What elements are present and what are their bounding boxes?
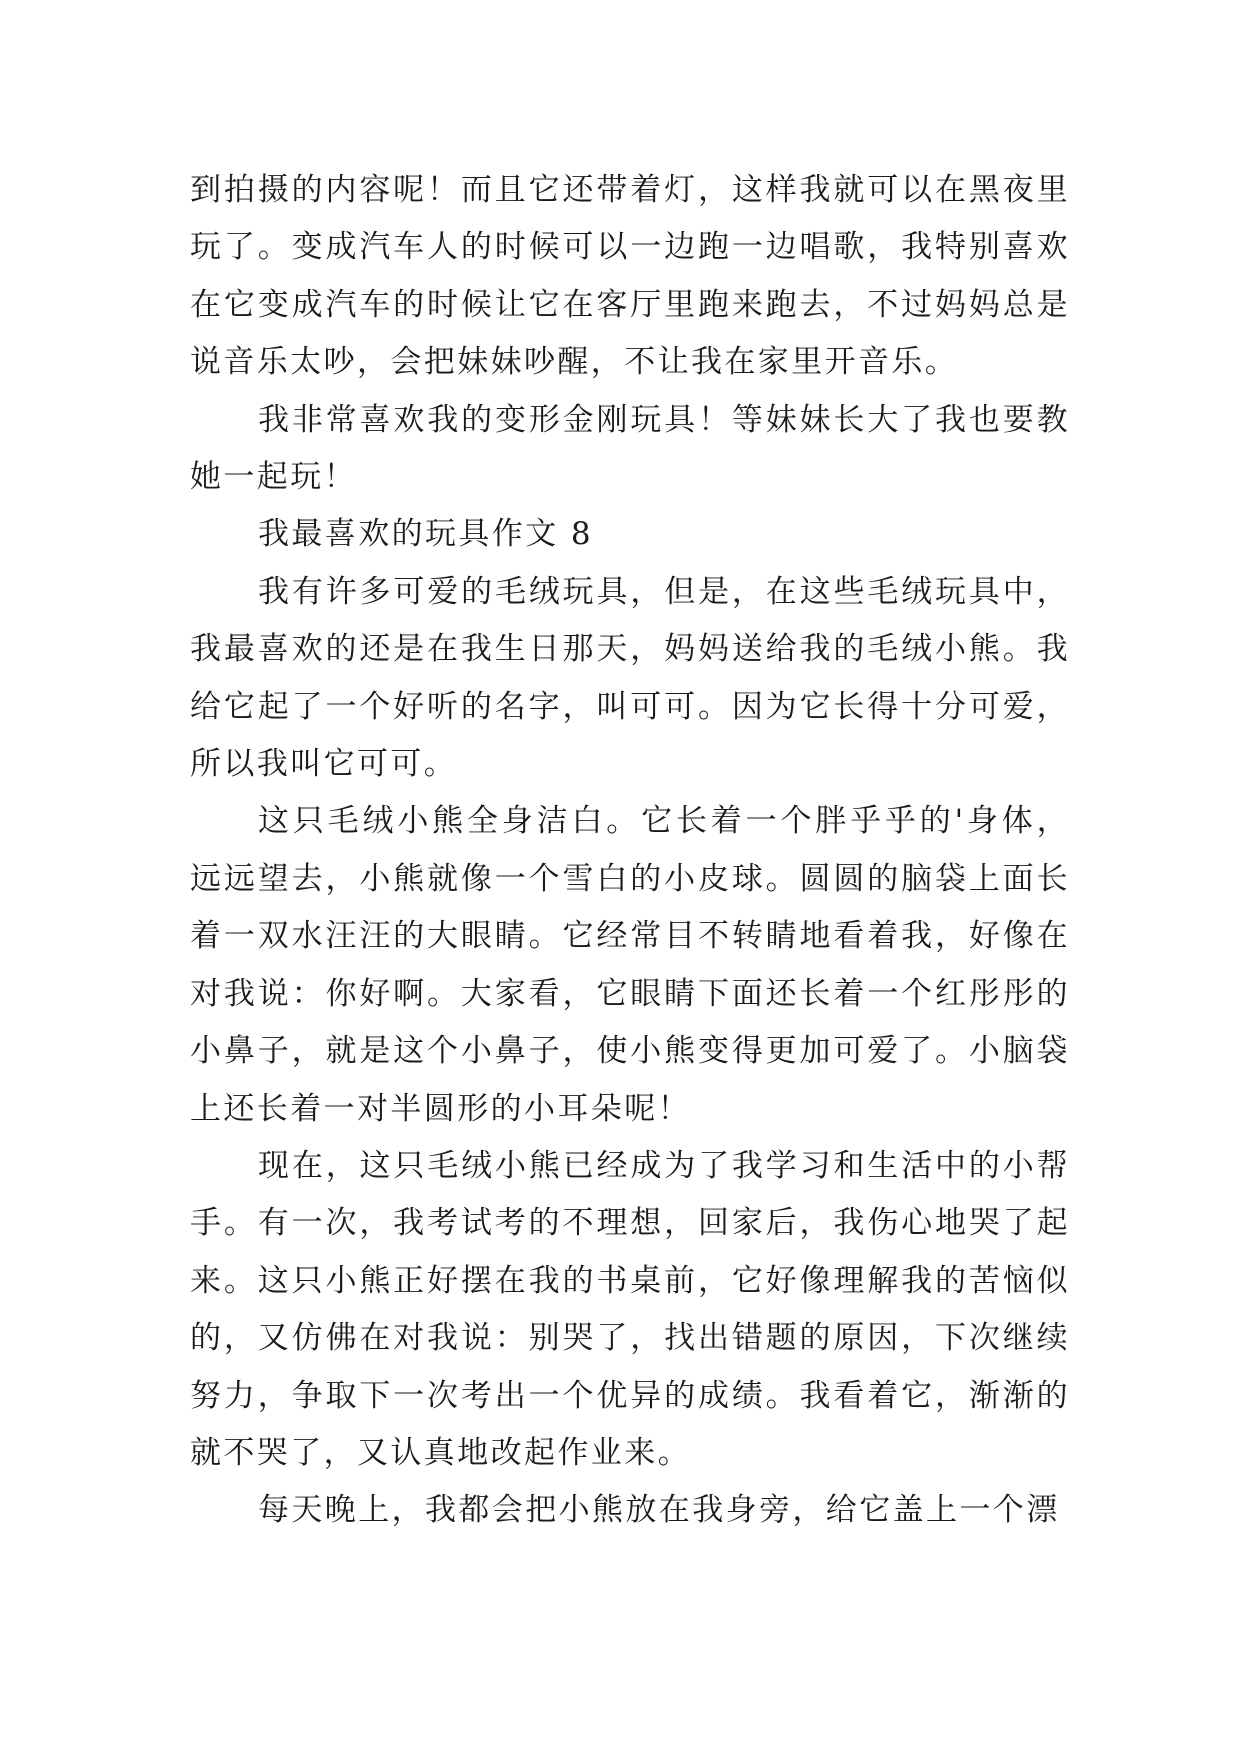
- paragraph-bear-helper: 现在，这只毛绒小熊已经成为了我学习和生活中的小帮手。有一次，我考试考的不理想，回家后，我伤心地哭了起来。这只小熊正好摆在我的书桌前，它好像理解我的苦恼似的，又仿佛在对我说：别哭了，找出错题的原因，下次继续努力，争取下一次考出一个优异的成绩。我看着它，渐渐的就不哭了，又认真地改起作业来。: [190, 1147, 1070, 1471]
- paragraph-transformers-conclusion: 我非常喜欢我的变形金刚玩具！等妹妹长大了我也要教她一起玩！: [190, 401, 1070, 496]
- paragraph-bear-description: 这只毛绒小熊全身洁白。它长着一个胖乎乎的'身体，远远望去，小熊就像一个雪白的小皮球。圆圆的脑袋上面长着一双水汪汪的大眼睛。它经常目不转睛地看着我，好像在对我说：你好啊。大家看，它眼睛下面还长着一个红彤彤的小鼻子，就是这个小鼻子，使小熊变得更加可爱了。小脑袋上还长着一对半圆形的小耳朵呢！: [190, 803, 1070, 1127]
- paragraph-plush-intro: 我有许多可爱的毛绒玩具，但是，在这些毛绒玩具中，我最喜欢的还是在我生日那天，妈妈送给我的毛绒小熊。我给它起了一个好听的名字，叫可可。因为它长得十分可爱，所以我叫它可可。: [190, 573, 1070, 783]
- paragraph-every-night: 每天晚上，我都会把小熊放在我身旁，给它盖上一个漂: [258, 1492, 1060, 1529]
- essay-heading: 我最喜欢的玩具作文 8: [258, 516, 593, 553]
- paragraph-continuation: 到拍摄的内容呢！而且它还带着灯，这样我就可以在黑夜里玩了。变成汽车人的时候可以一边跑一边唱歌，我特别喜欢在它变成汽车的时候让它在客厅里跑来跑去，不过妈妈总是说音乐太吵，会把妹妹吵醒，不让我在家里开音乐。: [190, 172, 1070, 381]
- document-body: [190, 162, 1070, 1540]
